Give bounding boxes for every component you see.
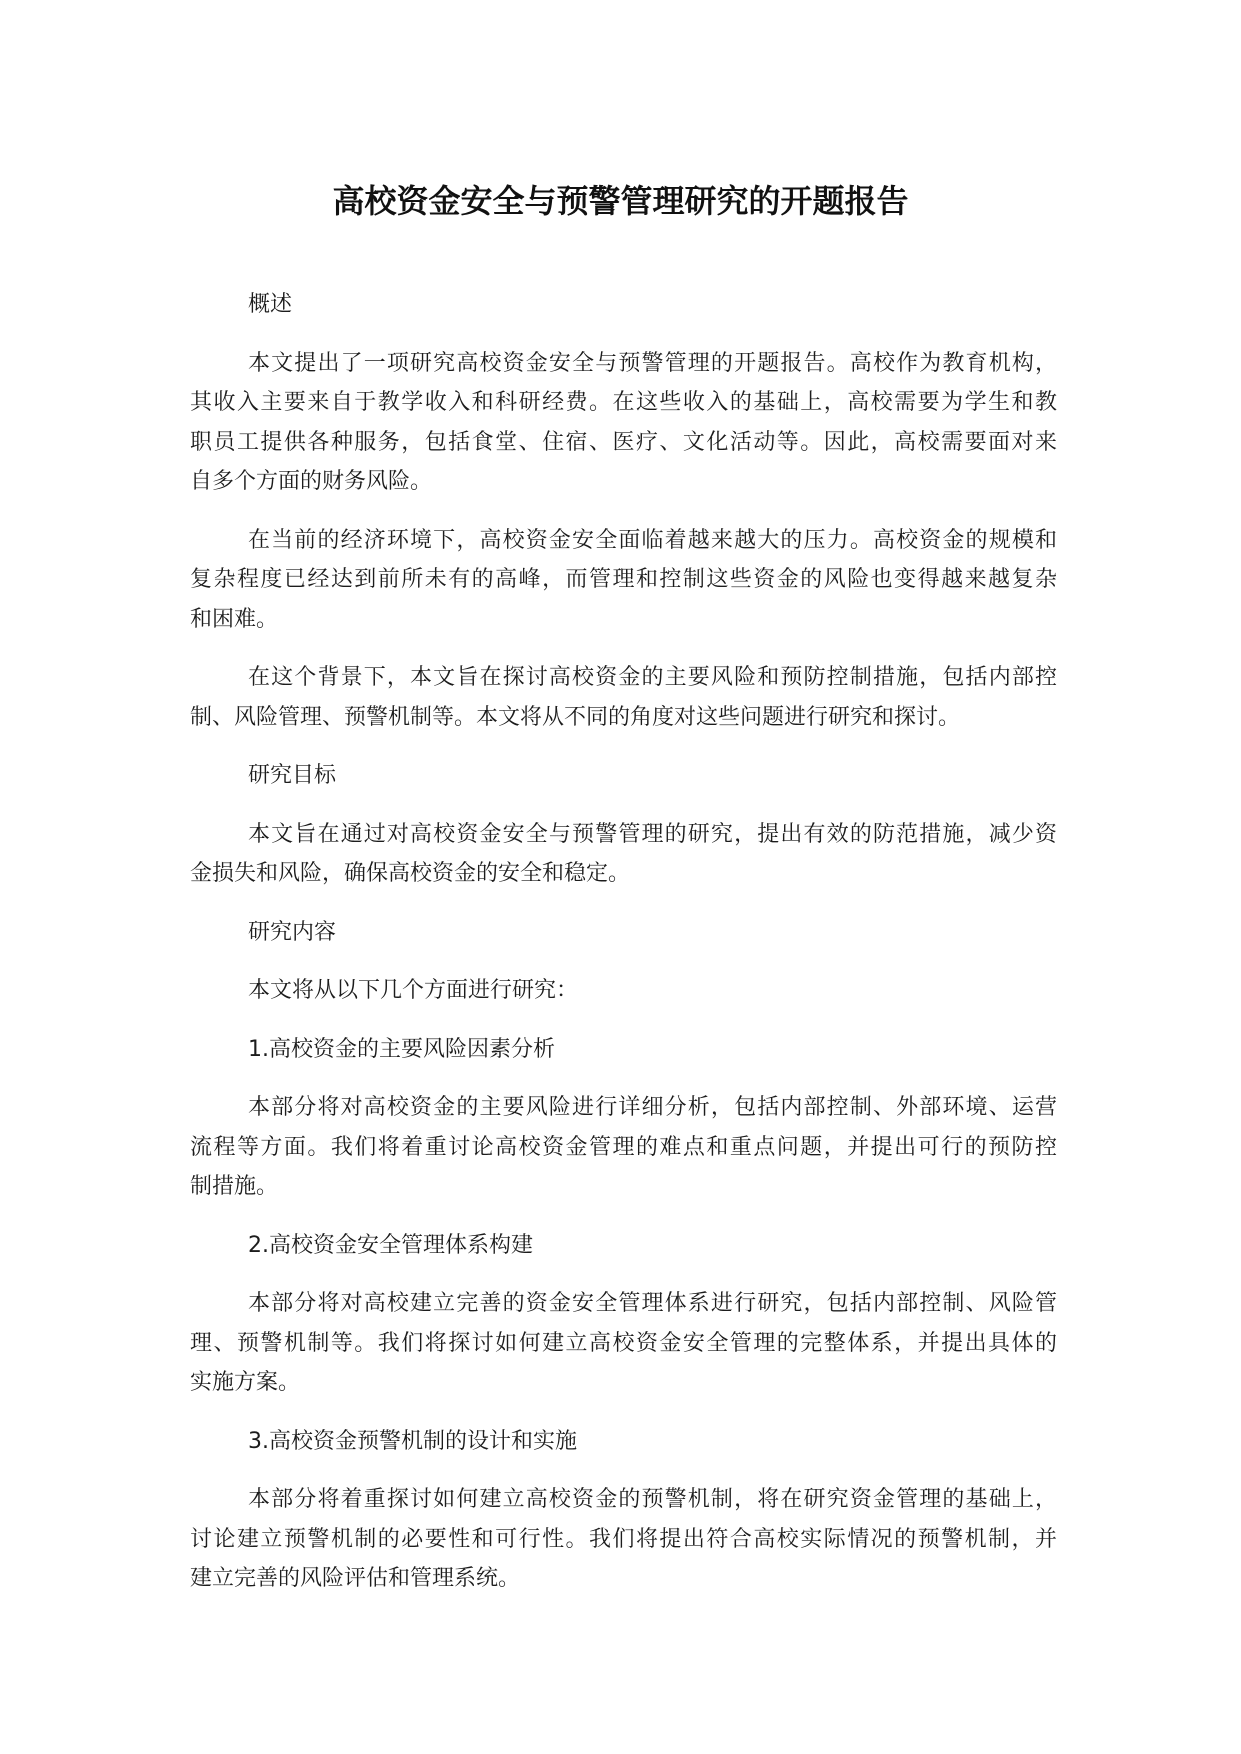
paragraph-line: 讨论建立预警机制的必要性和可行性。我们将提出符合高校实际情况的预警机制，并 <box>190 1526 1057 1552</box>
paragraph-line: 和困难。 <box>190 606 279 632</box>
paragraph-line: 理、预警机制等。我们将探讨如何建立高校资金安全管理的完整体系，并提出具体的 <box>190 1330 1057 1356</box>
paragraph <box>190 344 1057 502</box>
paragraph-line: 在当前的经济环境下，高校资金安全面临着越来越大的压力。高校资金的规模和 <box>248 527 1057 553</box>
paragraph-line: 建立完善的风险评估和管理系统。 <box>190 1566 521 1591</box>
paragraph-line: 本部分将着重探讨如何建立高校资金的预警机制，将在研究资金管理的基础上， <box>248 1487 1057 1512</box>
paragraph <box>190 658 1057 737</box>
section-heading: 研究目标 <box>248 763 337 788</box>
subsection-heading: 1.高校资金的主要风险因素分析 <box>248 1036 555 1062</box>
page-title: 高校资金安全与预警管理研究的开题报告 <box>332 182 909 220</box>
paragraph-line: 在这个背景下，本文旨在探讨高校资金的主要风险和预防控制措施，包括内部控 <box>248 665 1057 690</box>
paragraph <box>190 1480 1057 1599</box>
section-heading: 研究内容 <box>248 919 337 945</box>
paragraph-line: 流程等方面。我们将着重讨论高校资金管理的难点和重点问题，并提出可行的预防控 <box>190 1134 1057 1160</box>
section-heading: 概述 <box>248 292 293 317</box>
paragraph <box>190 1088 1057 1207</box>
paragraph-line: 金损失和风险，确保高校资金的安全和稳定。 <box>190 861 631 886</box>
paragraph-line: 职员工提供各种服务，包括食堂、住宿、医疗、文化活动等。因此，高校需要面对来 <box>190 429 1057 455</box>
paragraph-line: 制措施。 <box>190 1174 279 1199</box>
subsection-heading: 2.高校资金安全管理体系构建 <box>248 1232 533 1258</box>
paragraph-line: 其收入主要来自于教学收入和科研经费。在这些收入的基础上，高校需要为学生和教 <box>190 390 1057 415</box>
document-body <box>190 285 1057 1618</box>
paragraph-line: 制、风险管理、预警机制等。本文将从不同的角度对这些问题进行研究和探讨。 <box>190 704 961 730</box>
subsection-heading: 3.高校资金预警机制的设计和实施 <box>248 1428 577 1454</box>
paragraph-line: 本文旨在通过对高校资金安全与预警管理的研究，提出有效的防范措施，减少资 <box>248 821 1057 847</box>
paragraph-line: 本文提出了一项研究高校资金安全与预警管理的开题报告。高校作为教育机构， <box>248 350 1057 376</box>
intro-line: 本文将从以下几个方面进行研究： <box>248 978 579 1003</box>
paragraph-line: 本部分将对高校建立完善的资金安全管理体系进行研究，包括内部控制、风险管 <box>248 1291 1057 1316</box>
paragraph <box>190 1284 1057 1403</box>
paragraph-line: 复杂程度已经达到前所未有的高峰，而管理和控制这些资金的风险也变得越来越复杂 <box>190 567 1057 592</box>
paragraph-line: 自多个方面的财务风险。 <box>190 469 433 494</box>
paragraph <box>190 521 1057 640</box>
paragraph <box>190 815 1057 894</box>
paragraph-line: 实施方案。 <box>190 1370 301 1395</box>
paragraph-line: 本部分将对高校资金的主要风险进行详细分析，包括内部控制、外部环境、运营 <box>248 1095 1057 1120</box>
